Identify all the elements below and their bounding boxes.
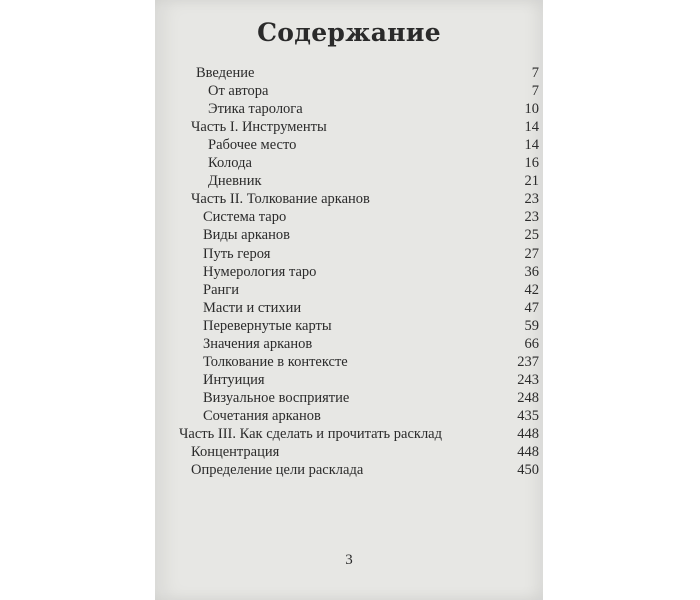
toc-entry-label: Система таро [203, 209, 287, 226]
toc-entry [208, 154, 539, 172]
toc-entry-label: Колода [208, 155, 252, 172]
toc-entry-label: Часть II. Толкование арканов [191, 191, 370, 208]
toc-entry-page-number: 42 [524, 281, 539, 298]
toc-entry [203, 353, 539, 371]
toc-entry [191, 461, 539, 479]
toc-entry-page-number: 243 [517, 371, 539, 388]
toc-entry-page-number: 10 [524, 101, 539, 118]
toc-entry [203, 371, 539, 389]
toc-entry-label: Концентрация [191, 444, 280, 461]
toc-entry-label: Виды арканов [203, 227, 290, 244]
toc-entry-page-number: 7 [531, 83, 539, 100]
toc-entry [208, 82, 539, 100]
toc-entry-page-number: 14 [524, 137, 539, 154]
toc-entry-page-number: 21 [524, 173, 539, 190]
toc-entry [203, 335, 539, 353]
toc-entry-page-number: 23 [524, 191, 539, 208]
toc-entry-label: Введение [196, 65, 255, 81]
toc-entry-label: Нумерология таро [203, 263, 317, 280]
toc-entry-label: Определение цели расклада [191, 462, 364, 479]
toc-entry-page-number: 450 [517, 462, 539, 479]
toc-entry-page-number: 448 [517, 444, 539, 461]
toc-entry-label: От автора [208, 83, 269, 100]
toc-entry-page-number: 36 [524, 263, 539, 280]
toc-entry [203, 226, 539, 244]
toc-entry [203, 245, 539, 263]
toc-entry [203, 317, 539, 335]
toc-entry-page-number: 248 [517, 389, 539, 406]
toc-entry-page-number: 14 [524, 119, 539, 136]
page-number: 3 [345, 552, 353, 568]
toc-entry-label: Путь героя [203, 245, 271, 262]
toc-entry-label: Масти и стихии [203, 299, 302, 316]
page-title: Содержание [257, 18, 441, 47]
toc-entry [208, 100, 539, 118]
toc-entry-page-number: 448 [517, 426, 539, 442]
toc-entry [208, 172, 539, 190]
toc-entry-label: Визуальное восприятие [203, 389, 350, 406]
toc-entry-label: Дневник [208, 173, 262, 190]
toc-entry-page-number: 66 [524, 335, 539, 352]
toc-entry-label: Рабочее место [208, 137, 297, 154]
toc-entry-page-number: 23 [524, 209, 539, 226]
toc-entry [203, 281, 539, 299]
toc-entry-label: Этика таролога [208, 101, 303, 118]
toc-entry [203, 208, 539, 226]
toc-entry [203, 299, 539, 317]
toc-entry [179, 425, 539, 443]
toc-entry [191, 118, 539, 136]
toc-entry-page-number: 27 [524, 245, 539, 262]
toc-entry-page-number: 59 [524, 317, 539, 334]
toc-entry-label: Сочетания арканов [203, 407, 321, 424]
toc-entry-label: Толкование в контексте [203, 353, 348, 370]
toc-entry [191, 190, 539, 208]
toc-entry [196, 64, 539, 82]
toc-entry-label: Часть I. Инструменты [191, 119, 327, 136]
toc-entry [208, 136, 539, 154]
toc-entry-page-number: 25 [524, 227, 539, 244]
toc-entry-label: Ранги [203, 281, 239, 298]
toc-entry-page-number: 435 [517, 407, 539, 424]
toc-entry [203, 407, 539, 425]
toc-entry-label: Интуиция [203, 371, 265, 388]
toc-entry-page-number: 16 [524, 155, 539, 172]
toc-entry-page-number: 47 [524, 299, 539, 316]
toc-entry [191, 443, 539, 461]
toc-entry-page-number: 237 [517, 353, 539, 370]
toc-entry [203, 389, 539, 407]
toc-entry [203, 263, 539, 281]
book-page [155, 0, 543, 600]
toc-entry-label: Часть III. Как сделать и прочитать расклад [179, 426, 442, 442]
toc-entry-label: Значения арканов [203, 335, 313, 352]
toc-entry-page-number: 7 [531, 65, 539, 81]
toc-entry-label: Перевернутые карты [203, 317, 332, 334]
